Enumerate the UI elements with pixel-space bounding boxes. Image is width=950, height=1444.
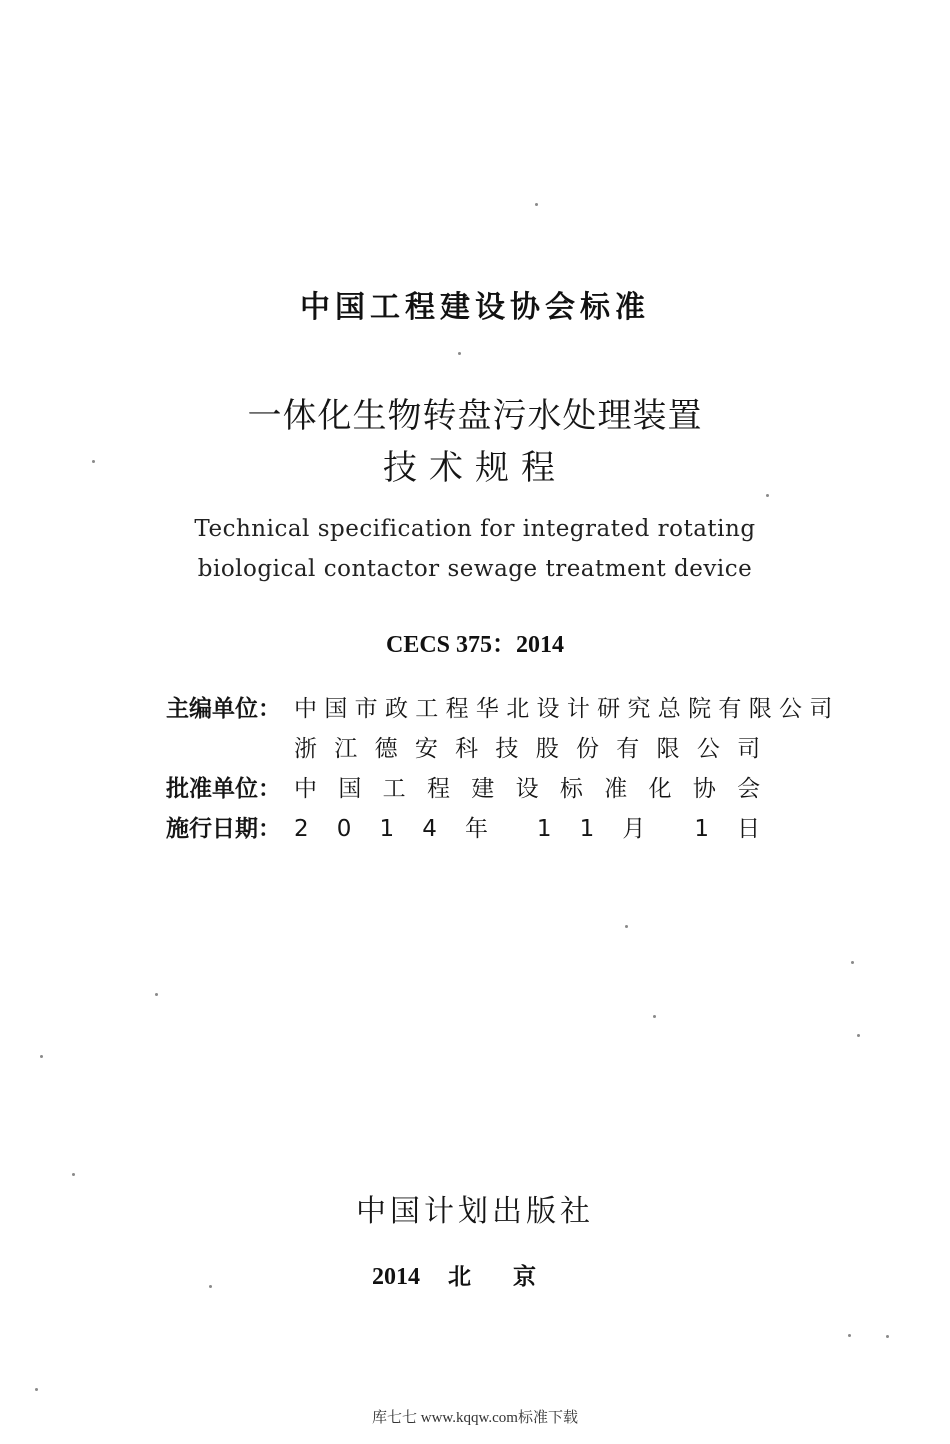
scan-speck xyxy=(209,1285,212,1288)
scan-speck xyxy=(535,203,538,206)
publisher-name: 中国计划出版社 xyxy=(356,1194,594,1229)
scan-speck xyxy=(653,1015,656,1018)
editor-unit-1: 中 国 市 政 工 程 华 北 设 计 研 究 总 院 有 限 公 司 xyxy=(294,696,833,722)
date-label: 施行日期： xyxy=(166,816,281,842)
title-en-line2: biological contactor sewage treatment device xyxy=(197,556,753,582)
editor-row-2 xyxy=(166,730,760,762)
editor-label: 主编单位： xyxy=(166,696,281,722)
scan-speck xyxy=(857,1034,860,1037)
title-zh-line1: 一体化生物转盘污水处理装置 xyxy=(247,396,703,436)
publish-place xyxy=(0,1258,950,1291)
scan-speck xyxy=(92,460,95,463)
watermark-text: 库七七 www.kqqw.com标准下载 xyxy=(372,1410,578,1426)
scan-speck xyxy=(766,494,769,497)
scan-speck xyxy=(848,1334,851,1337)
approver-unit: 中 国 工 程 建 设 标 准 化 协 会 xyxy=(294,776,761,802)
scan-speck xyxy=(72,1173,75,1176)
publish-year: 2014 xyxy=(372,1264,420,1290)
scan-speck xyxy=(625,925,628,928)
effective-date: 2 0 1 4 年 1 1 月 1 日 xyxy=(294,816,761,842)
approver-row xyxy=(166,770,760,802)
scan-speck xyxy=(40,1055,43,1058)
scan-speck xyxy=(851,961,854,964)
editor-row xyxy=(166,690,833,722)
standard-code: CECS 375：2014 xyxy=(385,632,565,658)
scan-speck xyxy=(886,1335,889,1338)
title-zh-line2: 技术规程 xyxy=(383,448,567,488)
date-row xyxy=(166,810,760,842)
approver-label: 批准单位： xyxy=(166,776,281,802)
title-en-line1: Technical specification for integrated rotating xyxy=(194,516,756,542)
editor-unit-2: 浙 江 德 安 科 技 股 份 有 限 公 司 xyxy=(294,736,761,762)
scan-speck xyxy=(155,993,158,996)
scan-speck xyxy=(458,352,461,355)
standard-series: 中国工程建设协会标准 xyxy=(300,290,650,325)
publish-city: 北京 xyxy=(448,1264,578,1290)
scan-speck xyxy=(35,1388,38,1391)
